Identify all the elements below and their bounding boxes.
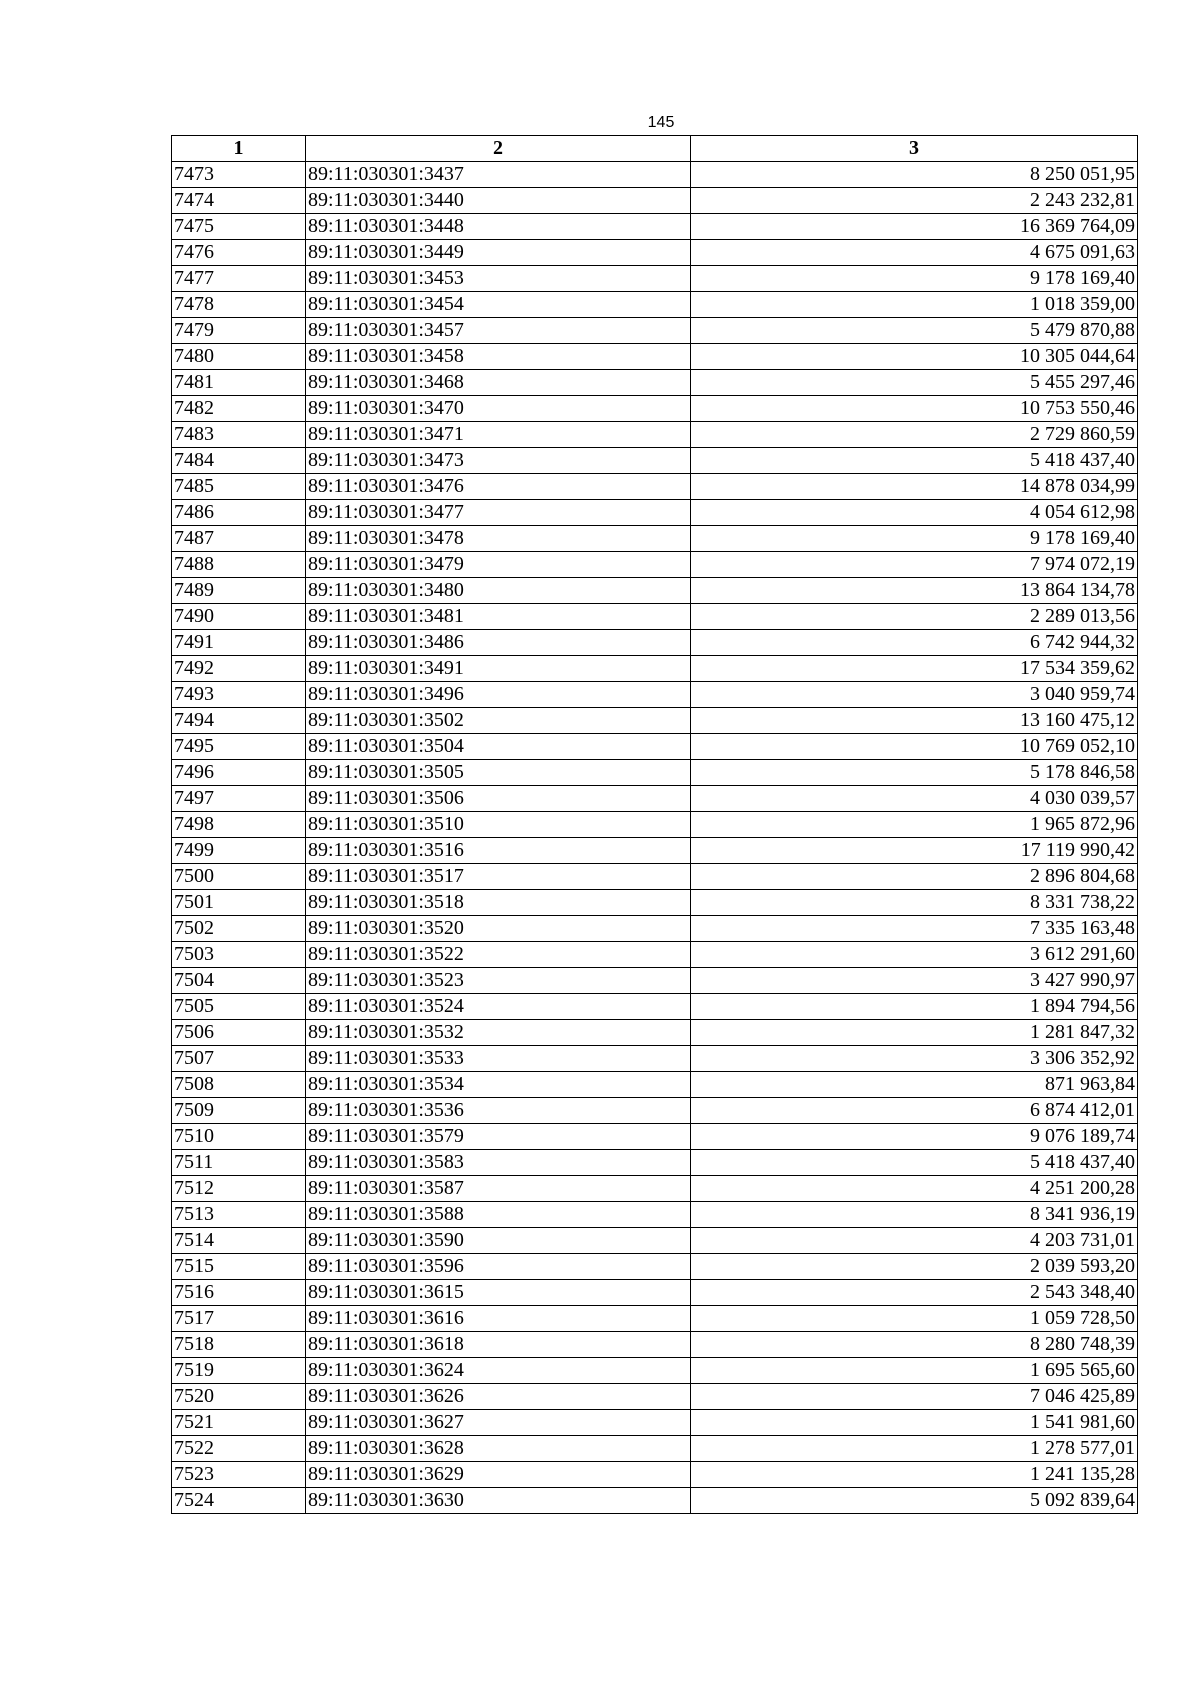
table-row (172, 526, 1138, 552)
table-row (172, 1098, 1138, 1124)
table-row (172, 1202, 1138, 1228)
row-number-cell: 7502 (172, 916, 306, 942)
cadastral-value-cell: 5 178 846,58 (691, 760, 1138, 786)
cadastral-number-cell: 89:11:030301:3448 (306, 214, 691, 240)
table-row (172, 1228, 1138, 1254)
cadastral-number-cell: 89:11:030301:3624 (306, 1358, 691, 1384)
cadastral-value-cell: 1 278 577,01 (691, 1436, 1138, 1462)
table-row (172, 1124, 1138, 1150)
cadastral-number-cell: 89:11:030301:3491 (306, 656, 691, 682)
table-row (172, 1332, 1138, 1358)
cadastral-number-cell: 89:11:030301:3505 (306, 760, 691, 786)
table-row (172, 552, 1138, 578)
cadastral-number-cell: 89:11:030301:3510 (306, 812, 691, 838)
cadastral-value-cell: 5 418 437,40 (691, 448, 1138, 474)
row-number-cell: 7523 (172, 1462, 306, 1488)
cadastral-number-cell: 89:11:030301:3476 (306, 474, 691, 500)
cadastral-value-cell: 1 695 565,60 (691, 1358, 1138, 1384)
row-number-cell: 7491 (172, 630, 306, 656)
table-row (172, 786, 1138, 812)
table-row (172, 1384, 1138, 1410)
cadastral-number-cell: 89:11:030301:3517 (306, 864, 691, 890)
table-row (172, 1306, 1138, 1332)
table-row (172, 448, 1138, 474)
cadastral-value-cell: 9 178 169,40 (691, 526, 1138, 552)
row-number-cell: 7484 (172, 448, 306, 474)
cadastral-number-cell: 89:11:030301:3536 (306, 1098, 691, 1124)
row-number-cell: 7501 (172, 890, 306, 916)
row-number-cell: 7499 (172, 838, 306, 864)
cadastral-number-cell: 89:11:030301:3524 (306, 994, 691, 1020)
table-row (172, 1254, 1138, 1280)
cadastral-number-cell: 89:11:030301:3629 (306, 1462, 691, 1488)
cadastral-number-cell: 89:11:030301:3468 (306, 370, 691, 396)
cadastral-value-cell: 10 769 052,10 (691, 734, 1138, 760)
cadastral-number-cell: 89:11:030301:3579 (306, 1124, 691, 1150)
cadastral-value-cell: 5 418 437,40 (691, 1150, 1138, 1176)
cadastral-value-cell: 1 541 981,60 (691, 1410, 1138, 1436)
row-number-cell: 7498 (172, 812, 306, 838)
cadastral-number-cell: 89:11:030301:3486 (306, 630, 691, 656)
cadastral-value-cell: 5 479 870,88 (691, 318, 1138, 344)
cadastral-value-cell: 4 251 200,28 (691, 1176, 1138, 1202)
table-row (172, 214, 1138, 240)
table-row (172, 344, 1138, 370)
row-number-cell: 7489 (172, 578, 306, 604)
cadastral-value-cell: 3 040 959,74 (691, 682, 1138, 708)
row-number-cell: 7503 (172, 942, 306, 968)
cadastral-value-cell: 1 018 359,00 (691, 292, 1138, 318)
table-body (172, 162, 1138, 1514)
row-number-cell: 7521 (172, 1410, 306, 1436)
cadastral-value-cell: 7 974 072,19 (691, 552, 1138, 578)
cadastral-number-cell: 89:11:030301:3616 (306, 1306, 691, 1332)
row-number-cell: 7492 (172, 656, 306, 682)
table-row (172, 188, 1138, 214)
cadastral-number-cell: 89:11:030301:3596 (306, 1254, 691, 1280)
cadastral-value-cell: 10 305 044,64 (691, 344, 1138, 370)
table-row (172, 942, 1138, 968)
cadastral-value-cell: 7 046 425,89 (691, 1384, 1138, 1410)
cadastral-number-cell: 89:11:030301:3627 (306, 1410, 691, 1436)
cadastral-value-cell: 5 455 297,46 (691, 370, 1138, 396)
cadastral-value-cell: 1 281 847,32 (691, 1020, 1138, 1046)
table-row (172, 1046, 1138, 1072)
cadastral-number-cell: 89:11:030301:3471 (306, 422, 691, 448)
cadastral-value-cell: 2 243 232,81 (691, 188, 1138, 214)
cadastral-value-cell: 2 039 593,20 (691, 1254, 1138, 1280)
table-row (172, 162, 1138, 188)
cadastral-number-cell: 89:11:030301:3458 (306, 344, 691, 370)
table-header-row (172, 136, 1138, 162)
row-number-cell: 7512 (172, 1176, 306, 1202)
cadastral-value-cell: 1 241 135,28 (691, 1462, 1138, 1488)
cadastral-value-cell: 7 335 163,48 (691, 916, 1138, 942)
table-row (172, 682, 1138, 708)
table-row (172, 1488, 1138, 1514)
cadastral-value-cell: 3 306 352,92 (691, 1046, 1138, 1072)
cadastral-value-cell: 1 894 794,56 (691, 994, 1138, 1020)
cadastral-value-cell: 3 612 291,60 (691, 942, 1138, 968)
cadastral-value-cell: 5 092 839,64 (691, 1488, 1138, 1514)
cadastral-number-cell: 89:11:030301:3518 (306, 890, 691, 916)
row-number-cell: 7507 (172, 1046, 306, 1072)
cadastral-value-cell: 10 753 550,46 (691, 396, 1138, 422)
cadastral-value-cell: 1 059 728,50 (691, 1306, 1138, 1332)
row-number-cell: 7490 (172, 604, 306, 630)
cadastral-value-cell: 2 289 013,56 (691, 604, 1138, 630)
cadastral-value-cell: 9 178 169,40 (691, 266, 1138, 292)
row-number-cell: 7485 (172, 474, 306, 500)
cadastral-value-cell: 8 280 748,39 (691, 1332, 1138, 1358)
row-number-cell: 7483 (172, 422, 306, 448)
cadastral-value-cell: 4 054 612,98 (691, 500, 1138, 526)
cadastral-number-cell: 89:11:030301:3532 (306, 1020, 691, 1046)
cadastral-value-cell: 6 874 412,01 (691, 1098, 1138, 1124)
row-number-cell: 7500 (172, 864, 306, 890)
row-number-cell: 7517 (172, 1306, 306, 1332)
table-row (172, 578, 1138, 604)
cadastral-value-cell: 16 369 764,09 (691, 214, 1138, 240)
table-row (172, 292, 1138, 318)
table-row (172, 1176, 1138, 1202)
table-row (172, 968, 1138, 994)
table-row (172, 1150, 1138, 1176)
cadastral-value-cell: 871 963,84 (691, 1072, 1138, 1098)
row-number-cell: 7473 (172, 162, 306, 188)
cadastral-number-cell: 89:11:030301:3587 (306, 1176, 691, 1202)
cadastral-number-cell: 89:11:030301:3453 (306, 266, 691, 292)
cadastral-number-cell: 89:11:030301:3478 (306, 526, 691, 552)
cadastral-number-cell: 89:11:030301:3504 (306, 734, 691, 760)
table-row (172, 396, 1138, 422)
cadastral-value-cell: 9 076 189,74 (691, 1124, 1138, 1150)
cadastral-value-cell: 6 742 944,32 (691, 630, 1138, 656)
cadastral-number-cell: 89:11:030301:3481 (306, 604, 691, 630)
cadastral-number-cell: 89:11:030301:3583 (306, 1150, 691, 1176)
row-number-cell: 7506 (172, 1020, 306, 1046)
row-number-cell: 7475 (172, 214, 306, 240)
cadastral-number-cell: 89:11:030301:3437 (306, 162, 691, 188)
cadastral-number-cell: 89:11:030301:3496 (306, 682, 691, 708)
table-row (172, 1462, 1138, 1488)
row-number-cell: 7508 (172, 1072, 306, 1098)
row-number-cell: 7522 (172, 1436, 306, 1462)
cadastral-value-cell: 8 331 738,22 (691, 890, 1138, 916)
cadastral-value-cell: 8 250 051,95 (691, 162, 1138, 188)
column-header-3: 3 (691, 136, 1138, 162)
cadastral-number-cell: 89:11:030301:3479 (306, 552, 691, 578)
row-number-cell: 7476 (172, 240, 306, 266)
cadastral-value-cell: 2 896 804,68 (691, 864, 1138, 890)
cadastral-value-cell: 2 729 860,59 (691, 422, 1138, 448)
cadastral-number-cell: 89:11:030301:3590 (306, 1228, 691, 1254)
cadastral-number-cell: 89:11:030301:3449 (306, 240, 691, 266)
table-row (172, 1072, 1138, 1098)
table-row (172, 604, 1138, 630)
table-row (172, 656, 1138, 682)
row-number-cell: 7518 (172, 1332, 306, 1358)
table-row (172, 1410, 1138, 1436)
cadastral-value-cell: 3 427 990,97 (691, 968, 1138, 994)
cadastral-number-cell: 89:11:030301:3457 (306, 318, 691, 344)
table-row (172, 370, 1138, 396)
cadastral-number-cell: 89:11:030301:3522 (306, 942, 691, 968)
row-number-cell: 7510 (172, 1124, 306, 1150)
cadastral-number-cell: 89:11:030301:3618 (306, 1332, 691, 1358)
row-number-cell: 7478 (172, 292, 306, 318)
cadastral-value-cell: 4 203 731,01 (691, 1228, 1138, 1254)
page-number: 145 (647, 114, 675, 131)
cadastral-number-cell: 89:11:030301:3516 (306, 838, 691, 864)
cadastral-value-cell: 13 864 134,78 (691, 578, 1138, 604)
row-number-cell: 7474 (172, 188, 306, 214)
cadastral-value-cell: 4 675 091,63 (691, 240, 1138, 266)
row-number-cell: 7505 (172, 994, 306, 1020)
cadastral-value-cell: 1 965 872,96 (691, 812, 1138, 838)
table-row (172, 1436, 1138, 1462)
table-row (172, 890, 1138, 916)
row-number-cell: 7497 (172, 786, 306, 812)
cadastral-value-cell: 17 534 359,62 (691, 656, 1138, 682)
cadastral-number-cell: 89:11:030301:3630 (306, 1488, 691, 1514)
table-row (172, 474, 1138, 500)
table-row (172, 422, 1138, 448)
table-row (172, 708, 1138, 734)
cadastral-value-cell: 13 160 475,12 (691, 708, 1138, 734)
cadastral-number-cell: 89:11:030301:3628 (306, 1436, 691, 1462)
cadastral-number-cell: 89:11:030301:3615 (306, 1280, 691, 1306)
row-number-cell: 7515 (172, 1254, 306, 1280)
row-number-cell: 7519 (172, 1358, 306, 1384)
column-header-1: 1 (172, 136, 306, 162)
cadastral-number-cell: 89:11:030301:3473 (306, 448, 691, 474)
cadastral-number-cell: 89:11:030301:3533 (306, 1046, 691, 1072)
row-number-cell: 7509 (172, 1098, 306, 1124)
table-row (172, 994, 1138, 1020)
cadastral-number-cell: 89:11:030301:3480 (306, 578, 691, 604)
row-number-cell: 7496 (172, 760, 306, 786)
cadastral-number-cell: 89:11:030301:3502 (306, 708, 691, 734)
row-number-cell: 7493 (172, 682, 306, 708)
table-row (172, 864, 1138, 890)
row-number-cell: 7482 (172, 396, 306, 422)
row-number-cell: 7481 (172, 370, 306, 396)
table-row (172, 500, 1138, 526)
table-row (172, 1020, 1138, 1046)
row-number-cell: 7487 (172, 526, 306, 552)
cadastral-number-cell: 89:11:030301:3626 (306, 1384, 691, 1410)
table-row (172, 630, 1138, 656)
cadastral-value-cell: 8 341 936,19 (691, 1202, 1138, 1228)
table-row (172, 812, 1138, 838)
cadastral-number-cell: 89:11:030301:3588 (306, 1202, 691, 1228)
row-number-cell: 7495 (172, 734, 306, 760)
cadastral-number-cell: 89:11:030301:3523 (306, 968, 691, 994)
table-row (172, 1358, 1138, 1384)
cadastral-value-table (171, 135, 1138, 1514)
row-number-cell: 7520 (172, 1384, 306, 1410)
row-number-cell: 7514 (172, 1228, 306, 1254)
table-row (172, 318, 1138, 344)
table-row (172, 1280, 1138, 1306)
row-number-cell: 7479 (172, 318, 306, 344)
table-row (172, 240, 1138, 266)
row-number-cell: 7494 (172, 708, 306, 734)
cadastral-number-cell: 89:11:030301:3534 (306, 1072, 691, 1098)
row-number-cell: 7513 (172, 1202, 306, 1228)
row-number-cell: 7488 (172, 552, 306, 578)
row-number-cell: 7480 (172, 344, 306, 370)
cadastral-value-cell: 4 030 039,57 (691, 786, 1138, 812)
table-row (172, 760, 1138, 786)
cadastral-number-cell: 89:11:030301:3520 (306, 916, 691, 942)
row-number-cell: 7486 (172, 500, 306, 526)
cadastral-number-cell: 89:11:030301:3470 (306, 396, 691, 422)
table-row (172, 838, 1138, 864)
cadastral-number-cell: 89:11:030301:3454 (306, 292, 691, 318)
cadastral-value-cell: 14 878 034,99 (691, 474, 1138, 500)
row-number-cell: 7477 (172, 266, 306, 292)
cadastral-number-cell: 89:11:030301:3440 (306, 188, 691, 214)
row-number-cell: 7511 (172, 1150, 306, 1176)
cadastral-number-cell: 89:11:030301:3477 (306, 500, 691, 526)
row-number-cell: 7524 (172, 1488, 306, 1514)
row-number-cell: 7516 (172, 1280, 306, 1306)
table-row (172, 734, 1138, 760)
cadastral-value-cell: 2 543 348,40 (691, 1280, 1138, 1306)
table-row (172, 266, 1138, 292)
column-header-2: 2 (306, 136, 691, 162)
table-row (172, 916, 1138, 942)
cadastral-value-cell: 17 119 990,42 (691, 838, 1138, 864)
row-number-cell: 7504 (172, 968, 306, 994)
cadastral-number-cell: 89:11:030301:3506 (306, 786, 691, 812)
